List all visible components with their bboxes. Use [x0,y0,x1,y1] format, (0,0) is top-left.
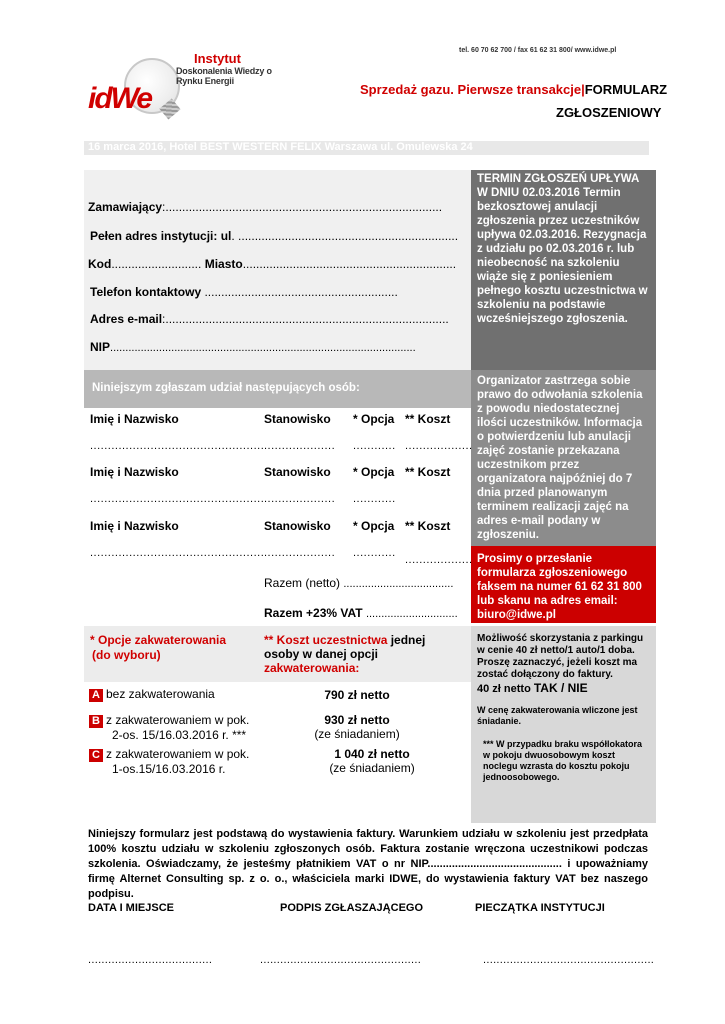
deadline-text: TERMIN ZGŁOSZEŃ UPŁYWA W DNIU 02.03.2016 Termin bezkosztowej anulacji zgłoszenia przez uczestników upływa 02.03.2016. Rezygnacja z udziału po 02.03.2016 r. lub nieobecność na szkoleniu wiąże się z poniesieniem pełnego kosztu uczestnictwa w szkoleniu na podstawie wcześniejszego zgłoszenia. [477,173,648,325]
breakfast-note: W cenę zakwaterowania wliczone jest śniadanie. [477,705,638,726]
cost-title [264,633,464,675]
option-input[interactable]: ............ [353,547,396,559]
participants-bar [84,370,471,408]
cost-title-black: jednej osoby w danej opcji [264,633,426,661]
form-title [360,82,667,97]
option-letter: C [89,749,103,762]
net-dots: .................................... [343,578,454,590]
options-title-line2: (do wyboru) [92,648,161,662]
name-input[interactable]: ................................................. [90,547,265,559]
col-cost: ** Koszt [405,519,451,533]
nip-field[interactable] [90,340,416,354]
logo-title: Instytut [194,51,241,66]
option-price: 930 zł netto [324,713,390,727]
idwe-logo [84,44,284,122]
options-title-line1: * Opcje zakwaterowania [90,633,227,647]
parking-price: 40 zł netto [477,683,534,695]
vat-total-field[interactable] [264,606,458,620]
option-price: 1 040 zł netto [334,747,410,761]
option-price-note: (ze śniadaniem) [329,761,415,775]
col-position: Stanowisko [264,465,331,479]
option-letter: B [89,715,103,728]
phone-dots: .......................................................... [201,285,398,299]
option-b[interactable] [89,713,249,742]
option-label-line2: 1-os.15/16.03.2016 r. [112,762,226,776]
option-b-price [287,713,427,741]
col-option: * Opcja [353,412,395,426]
address-dots: . .................................................................. [231,229,459,243]
option-input[interactable]: ............ [353,440,396,452]
nip-label: NIP [90,340,111,354]
cost-input[interactable]: ................... [405,440,473,452]
option-c-price [302,747,442,775]
option-c[interactable] [89,747,249,776]
vat-dots: .............................. [365,608,458,620]
date-place-input[interactable]: ..................................... [88,954,213,966]
option-label: z zakwaterowaniem w pok. [106,747,250,761]
address-field[interactable] [90,229,458,243]
phone-field[interactable] [90,285,398,299]
code-label: Kod [88,257,112,271]
ordering-dots: :................................................................................... [162,200,443,214]
cost-input[interactable]: ................... [405,554,473,566]
ordering-field[interactable] [88,200,442,214]
parking-panel [471,626,656,823]
single-room-note: *** W przypadku braku współlokatora w pokoju dwuosobowym koszt noclegu wzrasta do kosztu pokoju jednoosobowego. [483,739,643,782]
fax-panel [471,546,656,623]
organizer-panel [471,370,656,546]
col-cost: ** Koszt [405,465,451,479]
participants-label: Niniejszym zgłaszam udział następujących osób: [92,382,360,394]
code-dots: ........................... [111,257,202,271]
code-city-field[interactable] [88,257,456,271]
position-input[interactable]: .................... [264,440,336,452]
option-label-line2: 2-os. 15/16.03.2016 r. *** [112,728,247,742]
ordering-label: Zamawiający [88,200,163,214]
organizer-text: Organizator zastrzega sobie prawo do odwołania szkolenia z powodu niedostatecznej ilości uczestników. Informacja o potwierdzeniu lub anulacji zajęć zostanie przekazana uczestnikom przez organizatora najpóźniej do 7 dnia przed planowanym terminem realizacji zajęć na adres e-mail podany w zgłoszeniu. [477,375,643,541]
col-option: * Opcja [353,465,395,479]
email-field[interactable] [90,312,449,326]
form-title-line2: ZGŁOSZENIOWY [556,105,662,120]
phone-label: Telefon kontaktowy [90,285,202,299]
accommodation-options-title [90,633,226,663]
net-label: Razem (netto) [264,576,344,590]
col-position: Stanowisko [264,412,331,426]
venue-text: 16 marca 2016, Hotel BEST WESTERN FELIX Warszawa ul. Omulewska 24 [88,141,473,153]
stamp-input[interactable]: ................................................... [483,954,655,966]
col-position: Stanowisko [264,519,331,533]
position-input[interactable]: .................... [264,493,336,505]
parking-text: Możliwość skorzystania z parkingu w cenie 40 zł netto/1 auto/1 doba. Proszę zaznaczyć, jeżeli koszt ma zostać dołączony do faktury. [477,633,644,680]
option-label: z zakwaterowaniem w pok. [106,713,250,727]
signature-input[interactable]: ................................................ [260,954,422,966]
vat-label: Razem +23% VAT [264,606,366,620]
option-a[interactable] [89,687,215,702]
logo-subtitle: Doskonalenia Wiedzy o Rynku Energii [176,66,272,86]
deadline-panel [471,170,656,370]
nip-dots: .................................................................................................... [110,342,416,354]
title-form: FORMULARZ [584,82,668,97]
col-name: Imię i Nazwisko [90,412,179,426]
title-course: Sprzedaż gazu. Pierwsze transakcje| [360,82,585,97]
name-input[interactable]: ................................................. [90,440,265,452]
name-input[interactable]: ................................................. [90,493,265,505]
col-option: * Opcja [353,519,395,533]
parking-yes-no[interactable]: TAK / NIE [533,681,588,695]
cost-title-red2: zakwaterowania: [264,661,360,675]
email-dots: :..................................................................................... [162,312,449,326]
stamp-label: PIECZĄTKA INSTYTUCJI [475,902,605,914]
option-price-note: (ze śniadaniem) [314,727,400,741]
email-label: Adres e-mail [90,312,163,326]
position-input[interactable]: .................... [264,547,336,559]
option-a-price: 790 zł netto [324,688,390,702]
address-label: Pełen adres instytucji: ul [90,229,232,243]
col-cost: ** Koszt [405,412,451,426]
option-letter: A [89,689,103,702]
invoice-statement: Niniejszy formularz jest podstawą do wystawienia faktury. Warunkiem udziału w szkoleniu jest przedpłata 100% kosztu udziału w szkoleniu zgłoszonych osób. Faktura zostanie wręczona uczestnikowi podczas szkolenia. Oświadczamy, że jesteśmy płatnikiem VAT o nr NIP............................................ i upoważniamy firmę Alternet Consulting sp. z o. o., właściciela marki IDWE, do wystawienia faktury VAT bez naszego podpisu. [88,828,648,900]
logo-brand: idWe [88,82,152,115]
city-dots: ................................................................ [242,257,457,271]
net-total-field[interactable] [264,576,453,590]
col-name: Imię i Nazwisko [90,465,179,479]
option-input[interactable]: ............ [353,493,396,505]
parking-choice[interactable] [471,681,656,695]
city-label: Miasto [204,257,243,271]
signature-label: PODPIS ZGŁASZAJĄCEGO [280,902,424,914]
fax-text: Prosimy o przesłanie formularza zgłoszeniowego faksem na numer 61 62 31 800 lub skanu na adres email: biuro@idwe.pl [477,553,642,621]
col-name: Imię i Nazwisko [90,519,179,533]
option-label: bez zakwaterowania [106,687,215,701]
contact-info: tel. 60 70 62 700 / fax 61 62 31 800/ www.idwe.pl [459,47,617,54]
venue-bar [84,141,649,155]
cost-title-red: ** Koszt uczestnictwa [264,633,388,647]
date-place-label: DATA I MIEJSCE [88,902,174,914]
